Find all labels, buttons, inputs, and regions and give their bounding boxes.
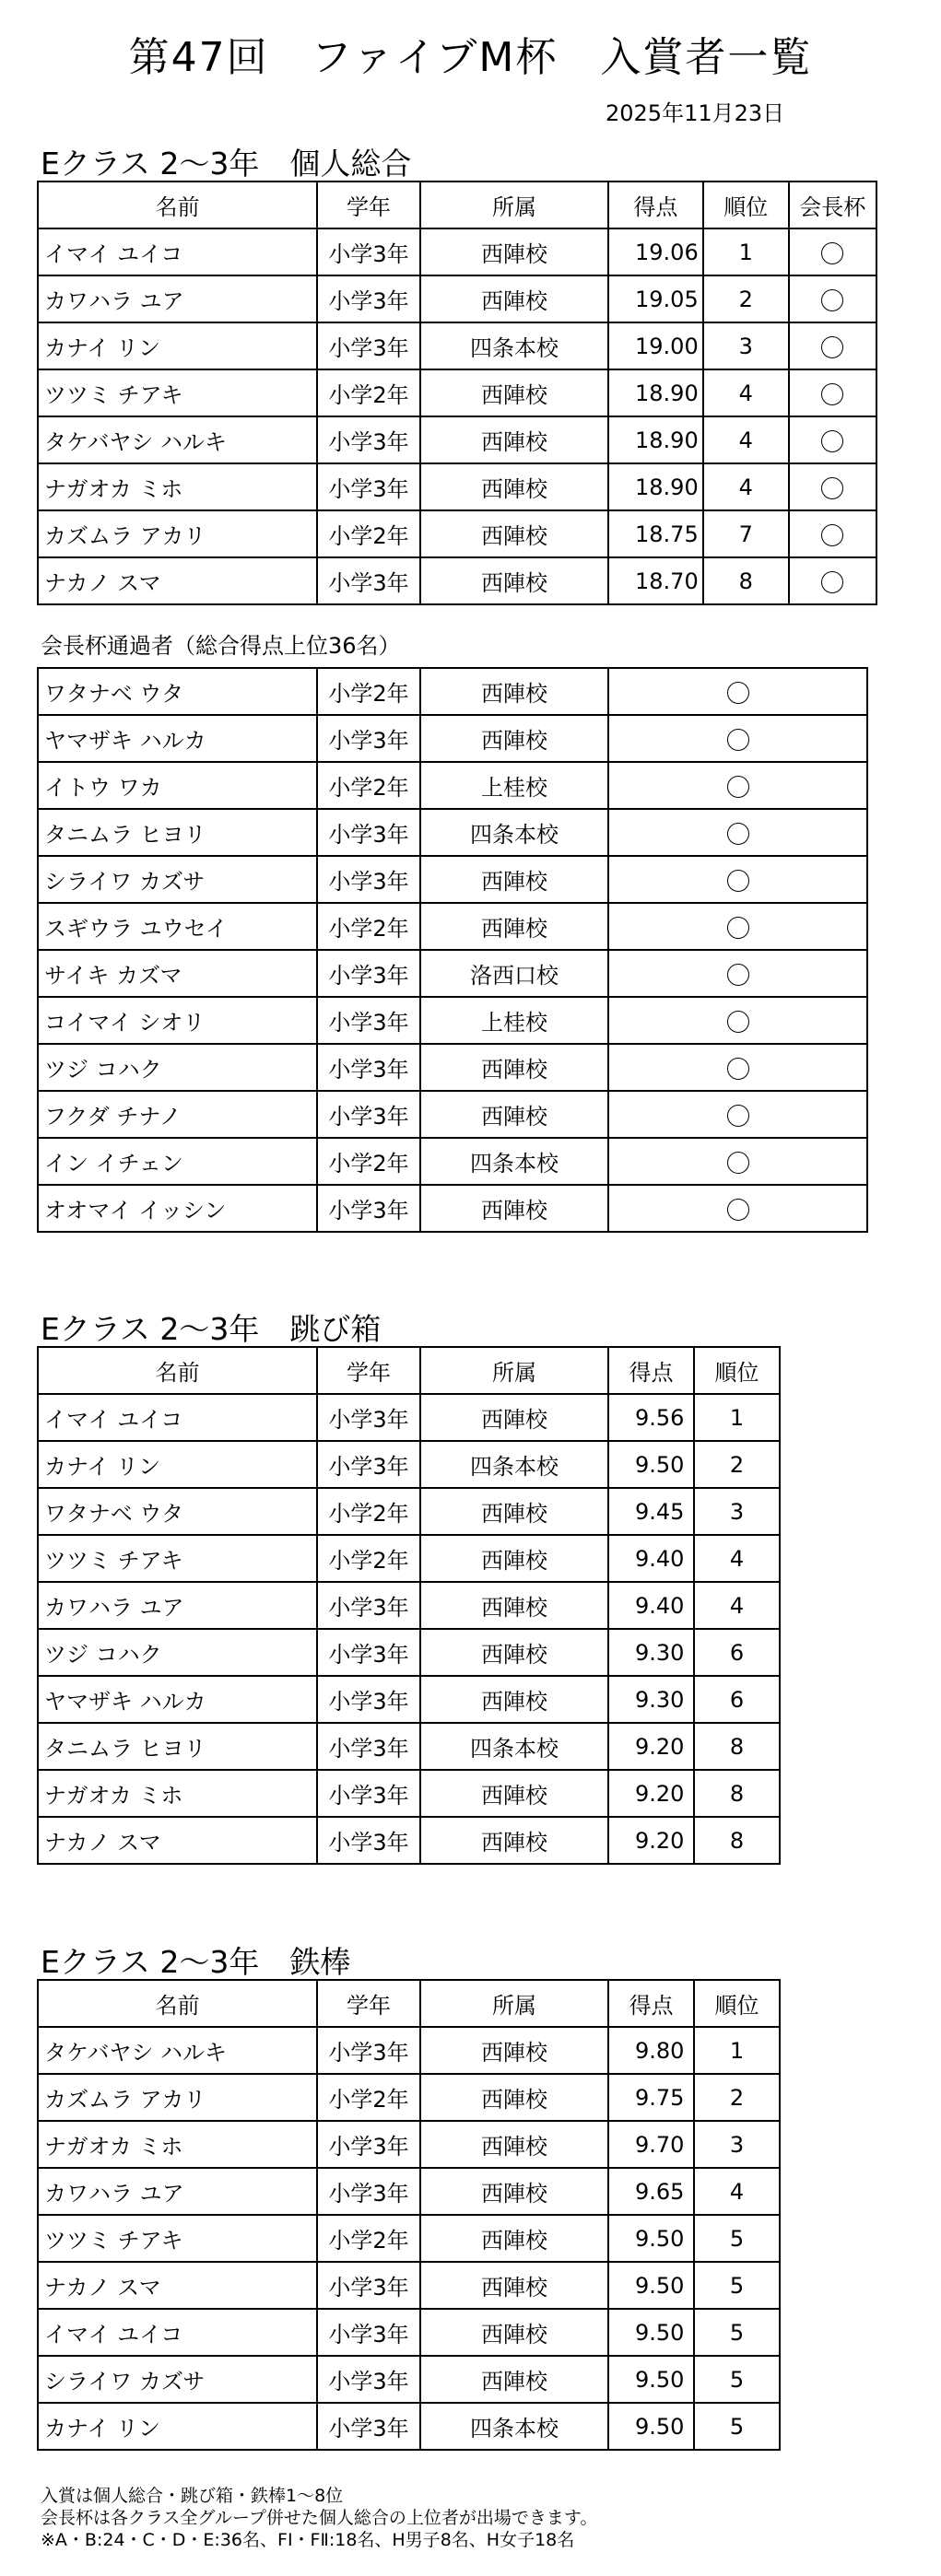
athlete-rank: 1 — [694, 1394, 780, 1441]
qualifier-name: コイマイ シオリ — [38, 997, 317, 1044]
athlete-grade: 小学3年 — [317, 275, 420, 322]
table-row — [38, 2262, 780, 2309]
qualifier-grade: 小学2年 — [317, 668, 420, 715]
overall-results-table — [37, 181, 877, 605]
athlete-rank: 3 — [694, 1488, 780, 1535]
table-row — [38, 557, 876, 604]
table-row — [38, 510, 876, 557]
header-rank: 順位 — [694, 1980, 780, 2027]
qualifier-grade: 小学3年 — [317, 1044, 420, 1091]
athlete-rank: 5 — [694, 2309, 780, 2356]
qualifier-grade: 小学3年 — [317, 1185, 420, 1232]
presidents-cup-cell — [789, 463, 876, 510]
athlete-score: 9.65 — [608, 2168, 694, 2215]
athlete-rank: 5 — [694, 2403, 780, 2450]
header-club: 所属 — [420, 181, 608, 228]
circle-icon — [821, 477, 843, 499]
qualifier-name: イトウ ワカ — [38, 762, 317, 809]
circle-icon — [727, 682, 749, 704]
qualifier-club: 西陣校 — [420, 1091, 608, 1138]
table-row — [38, 1488, 780, 1535]
qualifier-club: 西陣校 — [420, 1185, 608, 1232]
qualifier-club: 西陣校 — [420, 1044, 608, 1091]
athlete-rank: 7 — [703, 510, 789, 557]
athlete-grade: 小学3年 — [317, 2262, 420, 2309]
athlete-grade: 小学3年 — [317, 1441, 420, 1488]
table-row — [38, 2027, 780, 2074]
athlete-score: 9.40 — [608, 1582, 694, 1629]
table-row — [38, 997, 867, 1044]
athlete-rank: 1 — [694, 2027, 780, 2074]
athlete-club: 四条本校 — [420, 2403, 608, 2450]
athlete-name: イマイ ユイコ — [38, 228, 317, 275]
table-row — [38, 1091, 867, 1138]
circle-icon — [821, 242, 843, 264]
athlete-score: 9.30 — [608, 1629, 694, 1676]
presidents-cup-cell — [608, 1138, 867, 1185]
header-score: 得点 — [608, 181, 703, 228]
presidents-cup-cell — [608, 668, 867, 715]
athlete-grade: 小学2年 — [317, 2074, 420, 2121]
athlete-name: タケバヤシ ハルキ — [38, 416, 317, 463]
athlete-grade: 小学3年 — [317, 2168, 420, 2215]
table-header-row — [38, 1347, 780, 1394]
athlete-club: 西陣校 — [420, 1582, 608, 1629]
athlete-rank: 4 — [703, 416, 789, 463]
table-row — [38, 1185, 867, 1232]
presidents-cup-cell — [608, 715, 867, 762]
athlete-rank: 2 — [694, 2074, 780, 2121]
athlete-score: 9.50 — [608, 2262, 694, 2309]
athlete-club: 西陣校 — [420, 2262, 608, 2309]
athlete-grade: 小学3年 — [317, 1582, 420, 1629]
athlete-grade: 小学3年 — [317, 2027, 420, 2074]
presidents-cup-cell — [789, 275, 876, 322]
athlete-grade: 小学3年 — [317, 1629, 420, 1676]
athlete-club: 西陣校 — [420, 2121, 608, 2168]
athlete-rank: 5 — [694, 2356, 780, 2403]
section-title-overall: Eクラス 2～3年 個人総合 — [41, 146, 412, 181]
presidents-cup-cell — [608, 1091, 867, 1138]
table-row — [38, 856, 867, 903]
athlete-grade: 小学3年 — [317, 228, 420, 275]
table-row — [38, 1138, 867, 1185]
circle-icon — [727, 964, 749, 986]
athlete-club: 西陣校 — [420, 510, 608, 557]
table-row — [38, 762, 867, 809]
table-row — [38, 903, 867, 950]
athlete-name: ナガオカ ミホ — [38, 2121, 317, 2168]
athlete-score: 18.90 — [608, 463, 703, 510]
presidents-cup-cell — [608, 1185, 867, 1232]
table-row — [38, 416, 876, 463]
circle-icon — [727, 1199, 749, 1221]
header-presidents-cup: 会長杯 — [789, 181, 876, 228]
qualifier-name: ヤマザキ ハルカ — [38, 715, 317, 762]
athlete-name: ツツミ チアキ — [38, 2215, 317, 2262]
table-row — [38, 2168, 780, 2215]
table-row — [38, 2121, 780, 2168]
athlete-rank: 4 — [694, 1535, 780, 1582]
presidents-cup-cell — [608, 950, 867, 997]
footnote-line: 入賞は個人総合・跳び箱・鉄棒1～8位 — [41, 2486, 344, 2506]
qualifier-grade: 小学3年 — [317, 1091, 420, 1138]
athlete-grade: 小学3年 — [317, 2356, 420, 2403]
athlete-score: 18.90 — [608, 369, 703, 416]
qualifier-name: タニムラ ヒヨリ — [38, 809, 317, 856]
athlete-score: 9.50 — [608, 2356, 694, 2403]
athlete-club: 西陣校 — [420, 1394, 608, 1441]
section-title-vault: Eクラス 2～3年 跳び箱 — [41, 1311, 382, 1347]
presidents-cup-cell — [608, 997, 867, 1044]
athlete-rank: 4 — [703, 369, 789, 416]
athlete-score: 9.45 — [608, 1488, 694, 1535]
circle-icon — [821, 524, 843, 546]
athlete-club: 西陣校 — [420, 1817, 608, 1864]
header-club: 所属 — [420, 1980, 608, 2027]
athlete-score: 9.70 — [608, 2121, 694, 2168]
circle-icon — [727, 1105, 749, 1127]
qualifier-club: 洛西口校 — [420, 950, 608, 997]
athlete-name: ツジ コハク — [38, 1629, 317, 1676]
circle-icon — [821, 430, 843, 452]
qualifier-club: 上桂校 — [420, 762, 608, 809]
presidents-cup-cell — [608, 856, 867, 903]
athlete-club: 西陣校 — [420, 2309, 608, 2356]
athlete-club: 四条本校 — [420, 1441, 608, 1488]
athlete-grade: 小学3年 — [317, 1817, 420, 1864]
table-row — [38, 2215, 780, 2262]
qualifier-grade: 小学3年 — [317, 856, 420, 903]
presidents-cup-cell — [608, 762, 867, 809]
qualifier-name: スギウラ ユウセイ — [38, 903, 317, 950]
athlete-rank: 8 — [694, 1770, 780, 1817]
athlete-club: 西陣校 — [420, 416, 608, 463]
athlete-rank: 4 — [703, 463, 789, 510]
athlete-score: 9.50 — [608, 2403, 694, 2450]
athlete-rank: 3 — [694, 2121, 780, 2168]
athlete-rank: 6 — [694, 1676, 780, 1723]
athlete-club: 西陣校 — [420, 1676, 608, 1723]
circle-icon — [821, 289, 843, 311]
table-row — [38, 1770, 780, 1817]
athlete-score: 9.20 — [608, 1817, 694, 1864]
header-grade: 学年 — [317, 1980, 420, 2027]
athlete-score: 19.00 — [608, 322, 703, 369]
presidents-cup-cell — [608, 809, 867, 856]
athlete-grade: 小学3年 — [317, 1394, 420, 1441]
athlete-score: 9.20 — [608, 1770, 694, 1817]
athlete-name: カワハラ ユア — [38, 275, 317, 322]
athlete-score: 9.80 — [608, 2027, 694, 2074]
athlete-name: ナカノ スマ — [38, 1817, 317, 1864]
presidents-cup-cell — [789, 322, 876, 369]
table-row — [38, 463, 876, 510]
athlete-club: 西陣校 — [420, 1535, 608, 1582]
qualifier-club: 西陣校 — [420, 715, 608, 762]
table-row — [38, 228, 876, 275]
athlete-grade: 小学3年 — [317, 2403, 420, 2450]
athlete-name: カナイ リン — [38, 1441, 317, 1488]
table-row — [38, 2356, 780, 2403]
qualifiers-note: 会長杯通過者（総合得点上位36名） — [41, 633, 401, 659]
athlete-rank: 8 — [703, 557, 789, 604]
qualifier-grade: 小学3年 — [317, 809, 420, 856]
athlete-grade: 小学3年 — [317, 1676, 420, 1723]
athlete-rank: 5 — [694, 2215, 780, 2262]
athlete-name: ナガオカ ミホ — [38, 463, 317, 510]
athlete-score: 9.50 — [608, 1441, 694, 1488]
athlete-club: 四条本校 — [420, 1723, 608, 1770]
qualifier-grade: 小学2年 — [317, 762, 420, 809]
table-row — [38, 1676, 780, 1723]
athlete-rank: 8 — [694, 1723, 780, 1770]
table-header-row — [38, 1980, 780, 2027]
header-score: 得点 — [608, 1347, 694, 1394]
athlete-score: 19.06 — [608, 228, 703, 275]
qualifier-grade: 小学3年 — [317, 715, 420, 762]
header-grade: 学年 — [317, 181, 420, 228]
athlete-name: ツツミ チアキ — [38, 369, 317, 416]
vault-results-table — [37, 1346, 781, 1865]
athlete-name: ワタナベ ウタ — [38, 1488, 317, 1535]
athlete-name: ナガオカ ミホ — [38, 1770, 317, 1817]
athlete-club: 西陣校 — [420, 463, 608, 510]
header-rank: 順位 — [694, 1347, 780, 1394]
athlete-rank: 2 — [694, 1441, 780, 1488]
athlete-score: 9.40 — [608, 1535, 694, 1582]
athlete-score: 18.90 — [608, 416, 703, 463]
athlete-grade: 小学2年 — [317, 2215, 420, 2262]
circle-icon — [821, 336, 843, 358]
circle-icon — [821, 383, 843, 405]
athlete-name: タニムラ ヒヨリ — [38, 1723, 317, 1770]
header-name: 名前 — [38, 181, 317, 228]
qualifier-grade: 小学3年 — [317, 997, 420, 1044]
athlete-rank: 1 — [703, 228, 789, 275]
table-row — [38, 1582, 780, 1629]
athlete-name: イマイ ユイコ — [38, 2309, 317, 2356]
qualifier-club: 上桂校 — [420, 997, 608, 1044]
header-grade: 学年 — [317, 1347, 420, 1394]
bar-results-table — [37, 1979, 781, 2451]
athlete-score: 9.75 — [608, 2074, 694, 2121]
header-name: 名前 — [38, 1347, 317, 1394]
circle-icon — [727, 870, 749, 892]
table-row — [38, 322, 876, 369]
presidents-cup-cell — [789, 557, 876, 604]
athlete-grade: 小学3年 — [317, 416, 420, 463]
athlete-rank: 6 — [694, 1629, 780, 1676]
circle-icon — [727, 1152, 749, 1174]
athlete-rank: 4 — [694, 2168, 780, 2215]
table-row — [38, 2074, 780, 2121]
athlete-score: 9.50 — [608, 2215, 694, 2262]
table-row — [38, 1044, 867, 1091]
athlete-name: ツツミ チアキ — [38, 1535, 317, 1582]
athlete-score: 9.20 — [608, 1723, 694, 1770]
qualifier-grade: 小学3年 — [317, 950, 420, 997]
athlete-name: カナイ リン — [38, 322, 317, 369]
athlete-grade: 小学3年 — [317, 1723, 420, 1770]
athlete-rank: 5 — [694, 2262, 780, 2309]
athlete-grade: 小学2年 — [317, 369, 420, 416]
athlete-name: カワハラ ユア — [38, 2168, 317, 2215]
athlete-score: 19.05 — [608, 275, 703, 322]
athlete-club: 西陣校 — [420, 2027, 608, 2074]
athlete-club: 西陣校 — [420, 557, 608, 604]
presidents-cup-cell — [608, 903, 867, 950]
qualifier-club: 四条本校 — [420, 809, 608, 856]
header-score: 得点 — [608, 1980, 694, 2027]
athlete-score: 18.75 — [608, 510, 703, 557]
table-row — [38, 715, 867, 762]
circle-icon — [727, 729, 749, 751]
athlete-name: タケバヤシ ハルキ — [38, 2027, 317, 2074]
athlete-club: 西陣校 — [420, 2168, 608, 2215]
table-row — [38, 1817, 780, 1864]
athlete-grade: 小学2年 — [317, 1535, 420, 1582]
presidents-cup-cell — [789, 416, 876, 463]
header-club: 所属 — [420, 1347, 608, 1394]
athlete-club: 西陣校 — [420, 1488, 608, 1535]
athlete-name: イマイ ユイコ — [38, 1394, 317, 1441]
presidents-cup-cell — [789, 369, 876, 416]
circle-icon — [727, 776, 749, 798]
qualifier-club: 西陣校 — [420, 668, 608, 715]
table-row — [38, 950, 867, 997]
athlete-name: カズムラ アカリ — [38, 2074, 317, 2121]
athlete-score: 18.70 — [608, 557, 703, 604]
athlete-name: カズムラ アカリ — [38, 510, 317, 557]
qualifier-name: オオマイ イッシン — [38, 1185, 317, 1232]
athlete-grade: 小学2年 — [317, 1488, 420, 1535]
qualifier-name: イン イチェン — [38, 1138, 317, 1185]
circle-icon — [821, 571, 843, 593]
footnotes — [41, 2485, 597, 2551]
table-header-row — [38, 181, 876, 228]
circle-icon — [727, 917, 749, 939]
athlete-club: 西陣校 — [420, 228, 608, 275]
presidents-cup-cell — [789, 228, 876, 275]
table-row — [38, 1629, 780, 1676]
footnote-line: 会長杯は各クラス全グループ併せた個人総合の上位者が出場できます。 — [41, 2508, 598, 2528]
athlete-grade: 小学3年 — [317, 557, 420, 604]
event-date: 2025年11月23日 — [606, 100, 785, 126]
qualifier-club: 西陣校 — [420, 903, 608, 950]
athlete-score: 9.30 — [608, 1676, 694, 1723]
athlete-name: シライワ カズサ — [38, 2356, 317, 2403]
table-row — [38, 668, 867, 715]
athlete-club: 西陣校 — [420, 1629, 608, 1676]
table-row — [38, 1394, 780, 1441]
table-row — [38, 809, 867, 856]
qualifier-name: フクダ チナノ — [38, 1091, 317, 1138]
table-row — [38, 1723, 780, 1770]
athlete-club: 西陣校 — [420, 2074, 608, 2121]
table-row — [38, 275, 876, 322]
athlete-name: カナイ リン — [38, 2403, 317, 2450]
qualifier-name: ツジ コハク — [38, 1044, 317, 1091]
qualifier-name: サイキ カズマ — [38, 950, 317, 997]
circle-icon — [727, 1058, 749, 1080]
presidents-cup-cell — [608, 1044, 867, 1091]
athlete-club: 四条本校 — [420, 322, 608, 369]
circle-icon — [727, 823, 749, 845]
athlete-grade: 小学3年 — [317, 2309, 420, 2356]
athlete-score: 9.50 — [608, 2309, 694, 2356]
athlete-grade: 小学3年 — [317, 1770, 420, 1817]
athlete-name: ナカノ スマ — [38, 557, 317, 604]
page-title: 第47回 ファイブM杯 入賞者一覧 — [128, 34, 813, 81]
qualifier-name: シライワ カズサ — [38, 856, 317, 903]
table-row — [38, 1441, 780, 1488]
qualifier-club: 四条本校 — [420, 1138, 608, 1185]
athlete-name: ヤマザキ ハルカ — [38, 1676, 317, 1723]
table-row — [38, 369, 876, 416]
table-row — [38, 2309, 780, 2356]
presidents-cup-cell — [789, 510, 876, 557]
qualifier-club: 西陣校 — [420, 856, 608, 903]
qualifier-grade: 小学2年 — [317, 1138, 420, 1185]
table-row — [38, 1535, 780, 1582]
athlete-rank: 4 — [694, 1582, 780, 1629]
athlete-grade: 小学3年 — [317, 2121, 420, 2168]
athlete-grade: 小学3年 — [317, 463, 420, 510]
section-title-bar: Eクラス 2～3年 鉄棒 — [41, 1944, 351, 1980]
athlete-club: 西陣校 — [420, 369, 608, 416]
athlete-grade: 小学3年 — [317, 322, 420, 369]
athlete-club: 西陣校 — [420, 2356, 608, 2403]
table-row — [38, 2403, 780, 2450]
athlete-grade: 小学2年 — [317, 510, 420, 557]
circle-icon — [727, 1011, 749, 1033]
athlete-name: カワハラ ユア — [38, 1582, 317, 1629]
qualifiers-table — [37, 667, 868, 1233]
athlete-club: 西陣校 — [420, 1770, 608, 1817]
qualifier-name: ワタナベ ウタ — [38, 668, 317, 715]
qualifier-grade: 小学2年 — [317, 903, 420, 950]
athlete-score: 9.56 — [608, 1394, 694, 1441]
athlete-club: 西陣校 — [420, 275, 608, 322]
athlete-name: ナカノ スマ — [38, 2262, 317, 2309]
athlete-club: 西陣校 — [420, 2215, 608, 2262]
header-name: 名前 — [38, 1980, 317, 2027]
footnote-line: ※A・B:24・C・D・E:36名、FⅠ・FⅡ:18名、H男子8名、H女子18名 — [41, 2530, 575, 2550]
header-rank: 順位 — [703, 181, 789, 228]
athlete-rank: 3 — [703, 322, 789, 369]
athlete-rank: 8 — [694, 1817, 780, 1864]
athlete-rank: 2 — [703, 275, 789, 322]
